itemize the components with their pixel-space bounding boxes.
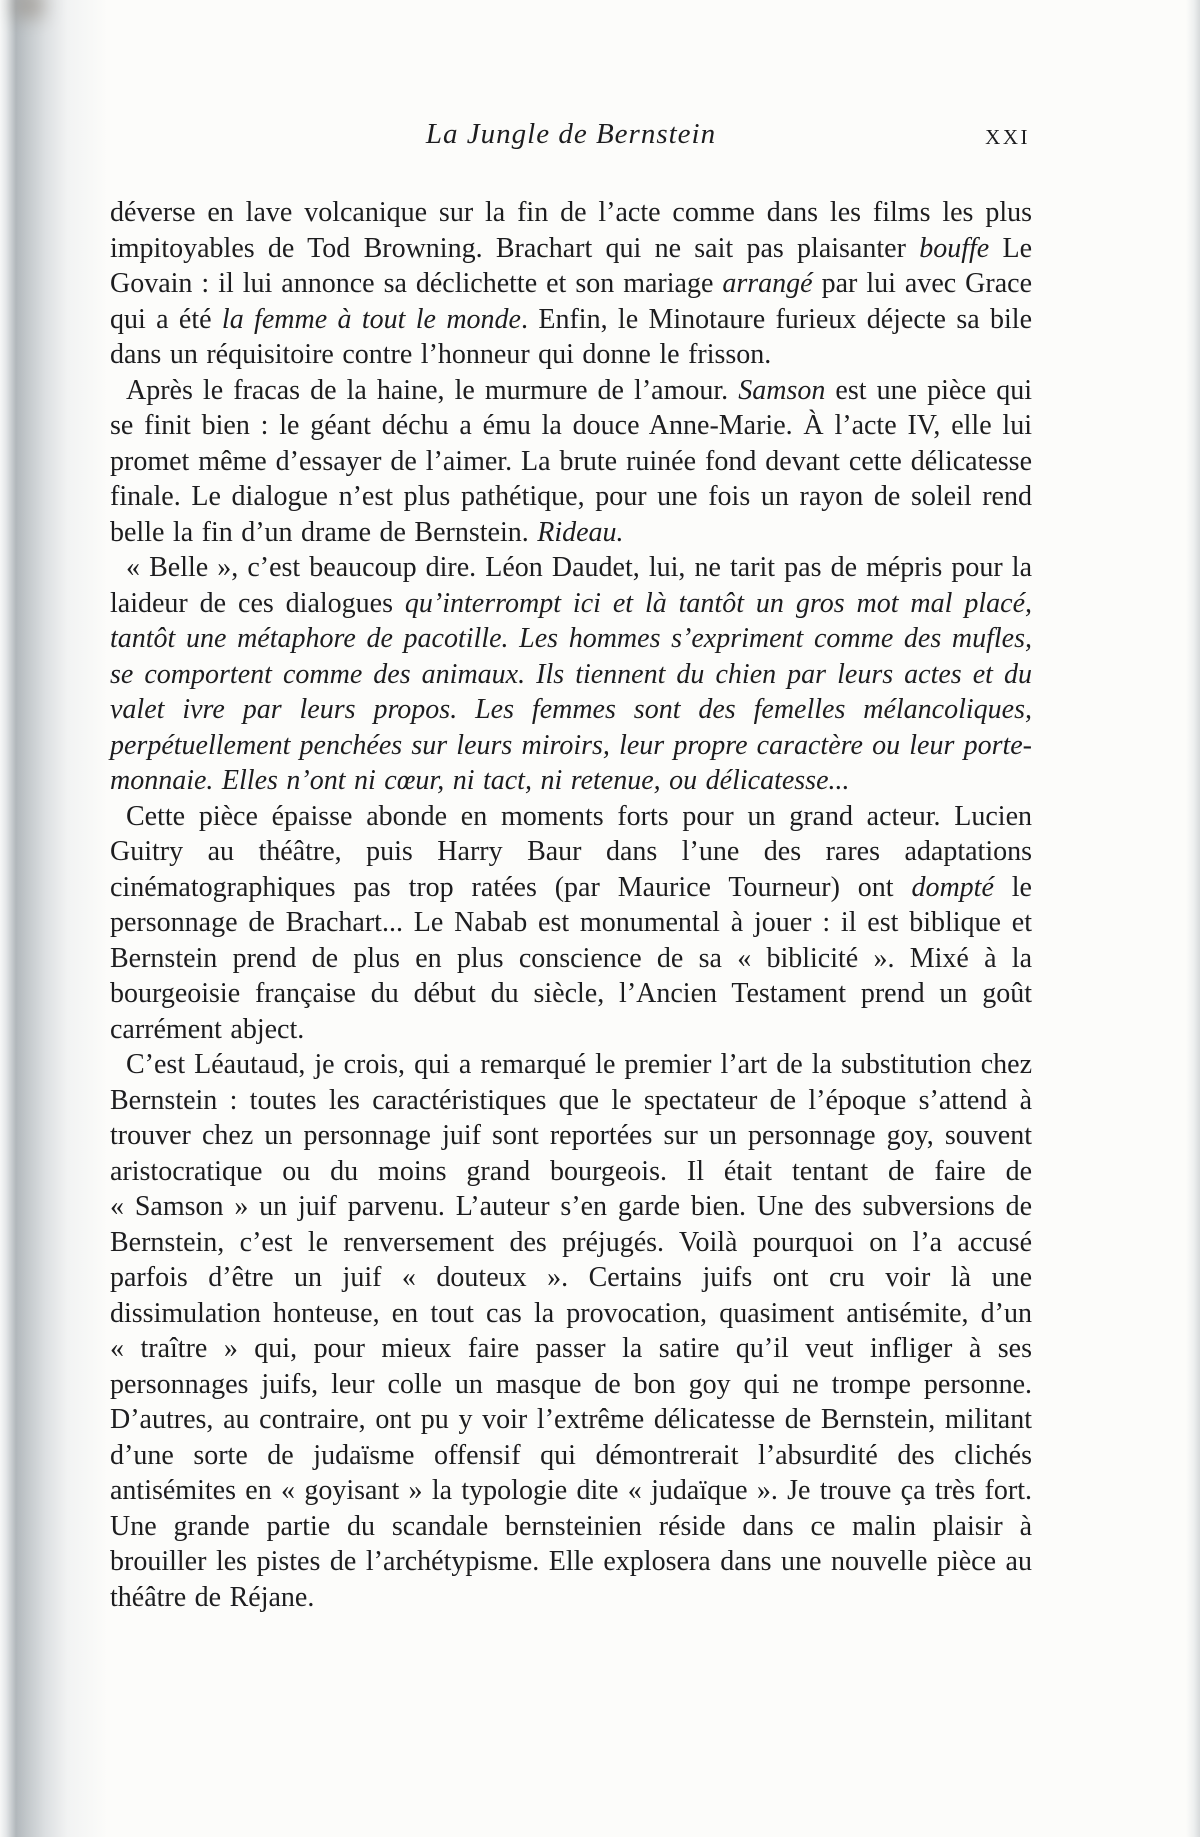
text-run: le personnage de Brachart... Le Nabab est monumental à jouer : il est biblique et Bernstein prend de plus en plus conscience de sa « biblicité ». Mixé à la bourgeoisie française du début du siècle, l’Ancien Testament prend un goût carrément abject. bbox=[110, 871, 1032, 1045]
running-head bbox=[110, 118, 1032, 160]
text-run: par lui avec Grace qui a été bbox=[110, 268, 1032, 335]
text-run: Cette pièce épaisse abonde en moments forts pour un grand acteur. Lucien Guitry au théâtre, puis Harry Baur dans l’une des rares adaptations cinématographiques pas trop ratées (par Maurice Tourneur) ont bbox=[110, 800, 1032, 903]
page-content bbox=[110, 118, 1032, 1615]
running-head-title: La Jungle de Bernstein bbox=[425, 118, 717, 150]
text-run: déverse en lave volcanique sur la fin de l’acte comme dans les films les plus impitoyables de Tod Browning. Brachart qui ne sait pas plaisanter bbox=[110, 197, 1032, 264]
italic-text-run: arrangé bbox=[722, 268, 813, 299]
page-number: XXI bbox=[985, 125, 1030, 149]
spine-shadow-top-smudge bbox=[14, 0, 44, 18]
italic-text-run: qu’interrompt ici et là tantôt un gros mot mal placé, tantôt une métaphore de pacotille. Les hommes s’expriment comme des mufles, se comportent comme des animaux. Ils tiennent du chien par leurs actes et du valet ivre par leurs propos. Les femmes sont des femelles mélancoliques, perpétuellement penchées sur leurs miroirs, leur propre caractère ou leur porte-monnaie. Elles n’ont ni cœur, ni tact, ni retenue, ou délicatesse... bbox=[110, 587, 1032, 796]
italic-text-run: Rideau. bbox=[537, 516, 624, 548]
article bbox=[110, 195, 1032, 1615]
text-run: C’est Léautaud, je crois, qui a remarqué le premier l’art de la substitution chez Bernstein : toutes les caractéristiques que le spectateur de l’époque s’attend à trouver chez un personnage juif sont reportées sur un personnage goy, souvent aristocratique ou du moins grand bourgeois. Il était tentant de faire de « Samson » un juif parvenu. L’auteur s’en garde bien. Une des subversions de Bernstein, c’est le renversement des préjugés. Voilà pourquoi on l’a accusé parfois d’être un juif « douteux ». Certains juifs ont cru voir là une dissimulation honteuse, en tout cas la provocation, quasiment antisémite, d’un « traître » qui, pour mieux faire passer la satire qu’il veut infliger à ses personnages juifs, leur colle un masque de bon goy qui ne trompe personne. D’autres, au contraire, ont pu y voir l’extrême délicatesse de Bernstein, militant d’une sorte de judaïsme offensif qui démontrerait l’absurdité des clichés antisémites en « goyisant » la typologie dite « judaïque ». Je trouve ça très fort. Une grande partie du scandale bernsteinien réside dans ce malin plaisir à brouiller les pistes de l’archétypisme. Elle explosera dans une nouvelle pièce au théâtre de Réjane. bbox=[110, 1049, 1032, 1613]
italic-text-run: Samson bbox=[738, 374, 826, 406]
paragraph bbox=[110, 799, 1032, 1048]
paragraph bbox=[110, 1047, 1032, 1615]
text-run: . Enfin, le Minotaure furieux déjecte sa bile dans un réquisitoire contre l’honneur qui donne le frisson. bbox=[110, 303, 1032, 370]
paragraph bbox=[110, 373, 1032, 551]
page-right-edge bbox=[1186, 0, 1200, 1837]
italic-text-run: bouffe bbox=[919, 232, 990, 264]
text-run: Le Govain : il lui annonce sa déclichette et son mariage bbox=[110, 232, 1032, 299]
paragraph bbox=[110, 550, 1032, 799]
paragraph bbox=[110, 195, 1032, 373]
text-run: Après le fracas de la haine, le murmure de l’amour. bbox=[126, 374, 739, 406]
book-spine-shadow bbox=[0, 0, 110, 1837]
text-run: « Belle », c’est beaucoup dire. Léon Daudet, lui, ne tarit pas de mépris pour la laideur de ces dialogues bbox=[110, 552, 1032, 619]
italic-text-run: dompté bbox=[911, 871, 994, 903]
italic-text-run: la femme à tout le monde bbox=[221, 303, 521, 335]
text-run: est une pièce qui se finit bien : le géant déchu a ému la douce Anne-Marie. À l’acte IV, elle lui promet même d’essayer de l’aimer. La brute ruinée fond devant cette délicatesse finale. Le dialogue n’est plus pathétique, pour une fois un rayon de soleil rend belle la fin d’un drame de Bernstein. bbox=[110, 374, 1032, 548]
